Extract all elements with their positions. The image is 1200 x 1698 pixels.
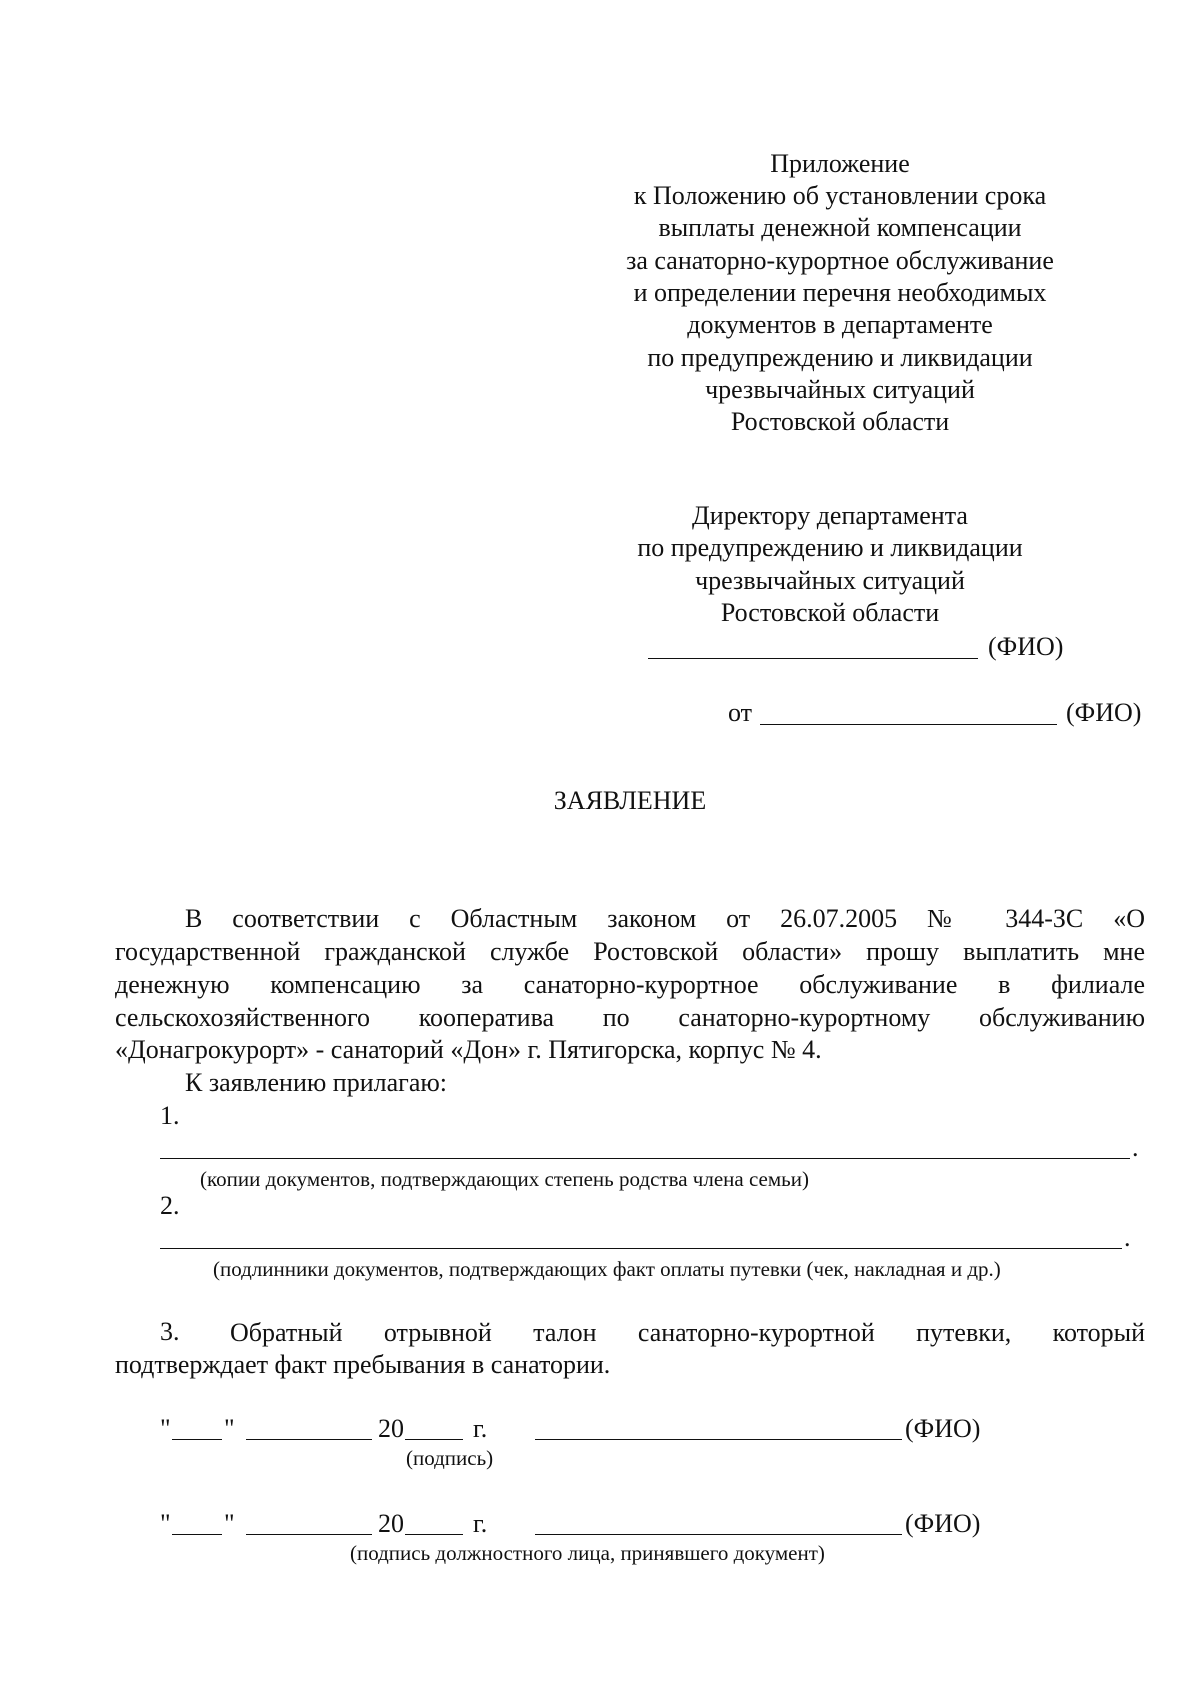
addressee-line: чрезвычайных ситуаций xyxy=(695,566,965,595)
month-blank[interactable] xyxy=(246,1534,372,1535)
year-blank[interactable] xyxy=(405,1439,463,1440)
body-line: В соответствии с Областным законом от 26.07.2005 № 344-ЗС «О xyxy=(185,904,1145,933)
signature-fio-label: (ФИО) xyxy=(905,1414,981,1443)
applicant-fio-label: (ФИО) xyxy=(1066,698,1142,727)
appendix-line: за санаторно-курортное обслуживание xyxy=(626,246,1054,275)
year-blank[interactable] xyxy=(405,1534,463,1535)
day-blank[interactable] xyxy=(172,1439,222,1440)
year-suffix: г. xyxy=(473,1414,488,1443)
appendix-line: выплаты денежной компенсации xyxy=(658,213,1022,242)
attachment-end-mark: . xyxy=(1124,1223,1131,1252)
attachment-end-mark: . xyxy=(1132,1133,1139,1162)
attachments-intro: К заявлению прилагаю: xyxy=(185,1068,448,1097)
body-line: денежную компенсацию за санаторно-курортное обслуживание в филиале xyxy=(115,970,1145,999)
applicant-fio-blank[interactable] xyxy=(760,724,1057,725)
document-title: ЗАЯВЛЕНИЕ xyxy=(553,786,707,815)
appendix-line: и определении перечня необходимых xyxy=(633,278,1047,307)
year-prefix: 20 xyxy=(378,1414,404,1443)
date-quote-close: " xyxy=(224,1509,235,1538)
day-blank[interactable] xyxy=(172,1534,222,1535)
addressee-line: по предупреждению и ликвидации xyxy=(637,533,1023,562)
signature-blank[interactable] xyxy=(535,1439,902,1440)
signature-blank[interactable] xyxy=(535,1534,902,1535)
signature-fio-label: (ФИО) xyxy=(905,1509,981,1538)
appendix-line: Ростовской области xyxy=(730,407,950,436)
year-suffix: г. xyxy=(473,1509,488,1538)
attachment-number: 3. xyxy=(160,1317,180,1346)
date-quote-open: " xyxy=(160,1414,171,1443)
from-prefix: от xyxy=(728,698,753,727)
attachment-text: подтверждает факт пребывания в санатории. xyxy=(115,1350,611,1379)
addressee-line: Ростовской области xyxy=(720,598,940,627)
director-fio-label: (ФИО) xyxy=(988,632,1064,661)
attachment-number: 2. xyxy=(160,1191,180,1220)
attachment-2-blank[interactable] xyxy=(160,1248,1122,1249)
appendix-line: к Положению об установлении срока xyxy=(633,181,1047,210)
attachment-number: 1. xyxy=(160,1101,180,1130)
body-line: государственной гражданской службе Ростовской области» прошу выплатить мне xyxy=(115,937,1145,966)
body-line: «Донагрокурорт» - санаторий «Дон» г. Пятигорска, корпус № 4. xyxy=(115,1035,822,1064)
appendix-line: чрезвычайных ситуаций xyxy=(705,375,975,404)
attachment-caption: (копии документов, подтверждающих степень родства члена семьи) xyxy=(200,1167,809,1191)
date-quote-open: " xyxy=(160,1509,171,1538)
attachment-caption: (подлинники документов, подтверждающих факт оплаты путевки (чек, накладная и др.) xyxy=(213,1257,1001,1281)
year-prefix: 20 xyxy=(378,1509,404,1538)
date-quote-close: " xyxy=(224,1414,235,1443)
month-blank[interactable] xyxy=(246,1439,372,1440)
attachment-1-blank[interactable] xyxy=(160,1158,1130,1159)
addressee-line: Директору департамента xyxy=(692,501,968,530)
appendix-line: документов в департаменте xyxy=(687,310,993,339)
body-line: сельскохозяйственного кооператива по санаторно-курортному обслуживанию xyxy=(115,1003,1145,1032)
signature-caption: (подпись) xyxy=(406,1446,494,1470)
attachment-text: Обратный отрывной талон санаторно-курортной путевки, который xyxy=(230,1318,1145,1347)
appendix-line: Приложение xyxy=(770,149,910,178)
director-fio-blank[interactable] xyxy=(648,658,978,659)
appendix-line: по предупреждению и ликвидации xyxy=(647,343,1033,372)
signature-caption: (подпись должностного лица, принявшего документ) xyxy=(350,1541,825,1565)
